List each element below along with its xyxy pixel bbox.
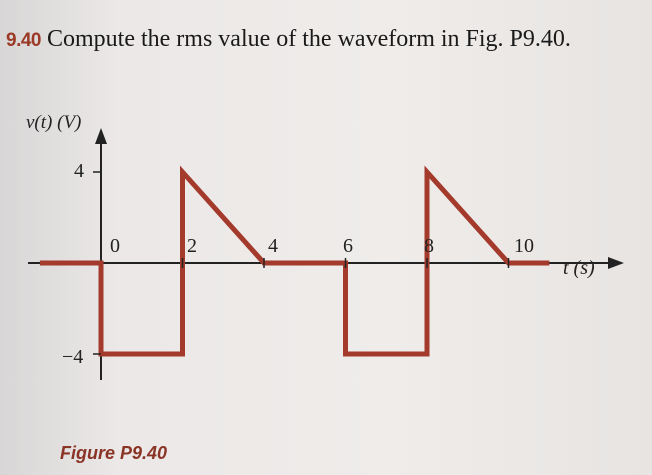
y-tick-label-4: 4 — [74, 160, 84, 182]
x-tick-label-6: 6 — [343, 235, 353, 257]
y-axis-label: v(t) (V) — [26, 112, 82, 133]
problem-number: 9.40 — [6, 30, 41, 51]
x-axis-arrow — [608, 257, 624, 269]
y-tick-label-minus-4: −4 — [62, 346, 84, 368]
x-tick-label-8: 8 — [424, 235, 434, 257]
x-tick-label-2: 2 — [187, 235, 197, 257]
axis-labels — [26, 112, 595, 368]
y-axis-arrow — [95, 128, 107, 144]
figure-caption: Figure P9.40 — [60, 443, 168, 463]
x-tick-label-4: 4 — [268, 235, 278, 257]
problem-text: Compute the rms value of the waveform in Fig. P9.40. — [46, 26, 571, 52]
x-tick-label-0: 0 — [110, 235, 120, 257]
x-axis-label: t (s) — [563, 257, 595, 279]
x-tick-label-10: 10 — [514, 235, 534, 257]
